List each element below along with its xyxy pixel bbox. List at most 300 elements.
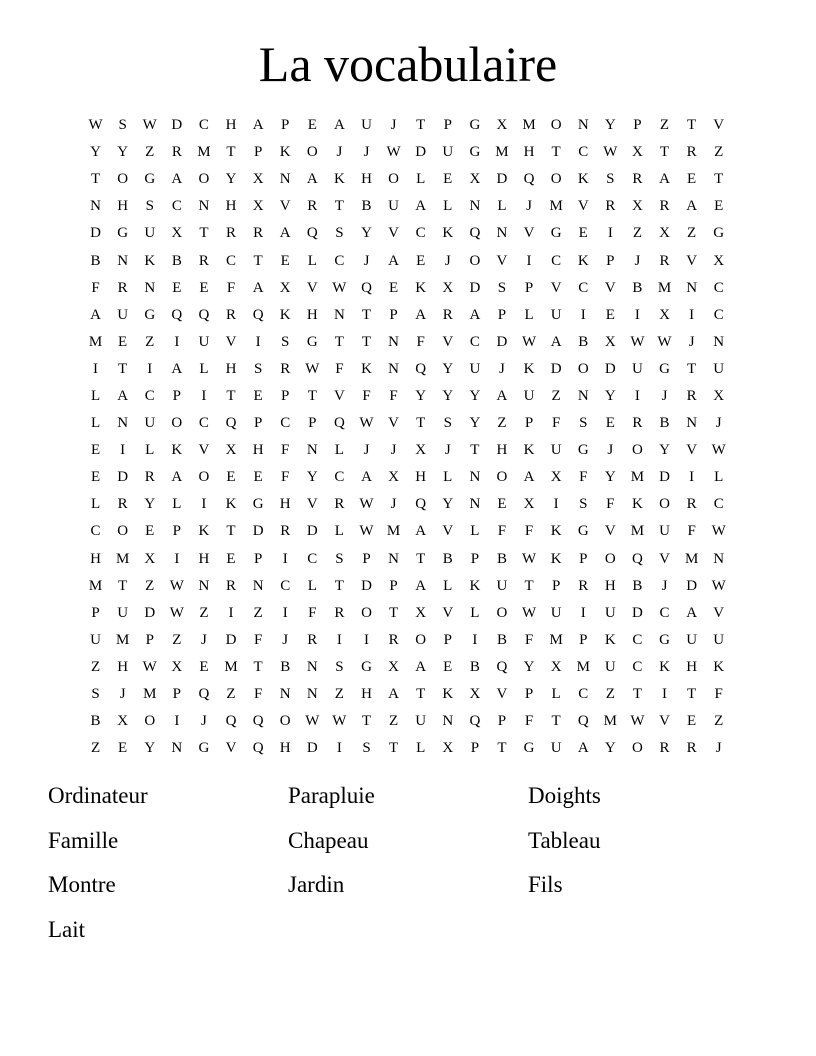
grid-letter: N [171, 740, 183, 757]
word-list-item: Famille [48, 827, 119, 853]
grid-letter: T [334, 333, 344, 350]
grid-letter: A [252, 279, 264, 296]
grid-row [82, 681, 732, 708]
grid-letter: Y [523, 658, 535, 675]
grid-letter: E [90, 442, 101, 459]
grid-letter: E [687, 713, 697, 730]
grid-letter: P [253, 550, 263, 567]
grid-letter: R [226, 306, 237, 323]
grid-letter: R [117, 279, 128, 296]
grid-letter: T [118, 360, 128, 377]
grid-letter: C [578, 686, 589, 703]
grid-letter: Q [415, 360, 427, 377]
grid-letter: W [169, 577, 184, 594]
grid-letter: V [577, 198, 589, 215]
grid-letter: M [657, 279, 672, 296]
grid-letter: D [306, 523, 318, 540]
grid-letter: T [524, 577, 534, 594]
grid-letter: O [306, 144, 318, 161]
grid-letter: K [415, 279, 427, 296]
grid-letter: I [174, 550, 180, 567]
grid-letter: W [711, 577, 726, 594]
grid-letter: F [687, 523, 696, 540]
grid-letter: W [657, 333, 672, 350]
grid-letter: A [279, 225, 291, 242]
grid-letter: O [388, 171, 399, 188]
grid-letter: Q [306, 225, 318, 242]
grid-letter: W [711, 523, 726, 540]
grid-letter: X [632, 198, 643, 215]
grid-letter: U [523, 387, 535, 404]
grid-letter: J [715, 415, 722, 432]
grid-letter: E [714, 198, 724, 215]
grid-letter: T [226, 387, 236, 404]
grid-letter: N [117, 252, 129, 269]
grid-letter: K [279, 144, 291, 161]
grid-letter: P [524, 415, 534, 432]
grid-letter: S [362, 740, 371, 757]
grid-letter: Z [90, 740, 101, 757]
grid-letter: S [606, 171, 615, 188]
grid-letter: U [469, 360, 481, 377]
grid-letter: L [90, 415, 101, 432]
grid-letter: D [686, 577, 698, 594]
grid-letter: Z [172, 631, 182, 648]
grid-letter: Y [361, 225, 372, 242]
grid-letter: J [363, 252, 370, 269]
grid-letter: A [388, 686, 399, 703]
grid-letter: I [553, 496, 559, 513]
grid-row [82, 302, 732, 329]
grid-letter: D [90, 225, 101, 242]
grid-letter: G [144, 171, 156, 188]
grid-letter: J [119, 686, 126, 703]
grid-letter: U [713, 360, 725, 377]
grid-letter: V [225, 333, 237, 350]
grid-letter: R [686, 740, 697, 757]
grid-letter: U [632, 360, 643, 377]
grid-letter: P [362, 550, 371, 567]
grid-letter: O [415, 631, 427, 648]
grid-letter: Z [388, 713, 399, 730]
grid-letter: Y [144, 496, 156, 513]
grid-letter: A [523, 469, 535, 486]
grid-letter: I [689, 306, 695, 323]
grid-letter: I [282, 550, 288, 567]
grid-letter: X [659, 306, 670, 323]
grid-letter: Y [225, 171, 237, 188]
grid-letter: T [687, 117, 697, 134]
grid-letter: X [713, 252, 725, 269]
grid-letter: Y [144, 740, 156, 757]
grid-letter: C [551, 252, 562, 269]
grid-letter: B [442, 550, 453, 567]
grid-letter: I [336, 740, 342, 757]
grid-letter: I [282, 604, 288, 621]
grid-letter: T [714, 171, 724, 188]
grid-letter: D [225, 631, 237, 648]
grid-letter: H [225, 360, 237, 377]
grid-letter: O [117, 171, 129, 188]
grid-letter: H [279, 496, 291, 513]
grid-letter: C [307, 550, 318, 567]
grid-row [82, 356, 732, 383]
grid-letter: C [632, 631, 643, 648]
grid-letter: C [171, 198, 182, 215]
grid-letter: W [88, 117, 103, 134]
grid-letter: Q [225, 415, 237, 432]
grid-letter: X [442, 740, 454, 757]
grid-letter: R [117, 496, 128, 513]
grid-letter: S [497, 279, 507, 296]
grid-letter: G [659, 631, 670, 648]
grid-letter: S [335, 550, 344, 567]
grid-letter: T [416, 117, 426, 134]
grid-letter: P [281, 387, 290, 404]
grid-letter: R [226, 225, 237, 242]
grid-letter: L [90, 387, 101, 404]
grid-letter: I [174, 713, 180, 730]
grid-row [82, 410, 732, 437]
grid-letter: N [713, 550, 725, 567]
grid-letter: T [551, 144, 561, 161]
grid-letter: T [470, 442, 480, 459]
grid-letter: L [90, 496, 101, 513]
grid-letter: B [496, 550, 507, 567]
grid-letter: J [444, 252, 451, 269]
grid-letter: C [226, 252, 237, 269]
grid-letter: I [607, 225, 613, 242]
grid-letter: M [549, 198, 563, 215]
grid-letter: Y [469, 415, 481, 432]
grid-letter: W [603, 144, 618, 161]
grid-letter: K [333, 171, 345, 188]
word-list-item: Doights [528, 783, 601, 808]
grid-letter: S [443, 415, 452, 432]
grid-letter: H [279, 740, 291, 757]
grid-letter: H [117, 658, 129, 675]
grid-letter: E [226, 469, 236, 486]
grid-letter: E [172, 279, 182, 296]
grid-letter: K [279, 306, 291, 323]
grid-letter: H [252, 442, 264, 459]
grid-letter: T [551, 713, 561, 730]
grid-letter: I [363, 631, 369, 648]
grid-letter: Y [604, 387, 616, 404]
grid-letter: X [117, 713, 129, 730]
grid-row [82, 518, 732, 545]
word-list-item: Fils [528, 872, 563, 897]
grid-letter: L [470, 604, 480, 621]
grid-letter: L [145, 442, 155, 459]
grid-letter: H [117, 198, 129, 215]
grid-letter: Q [469, 225, 481, 242]
grid-letter: C [198, 415, 209, 432]
grid-letter: U [604, 658, 616, 675]
grid-letter: V [442, 604, 454, 621]
grid-letter: J [688, 333, 695, 350]
grid-letter: E [118, 333, 128, 350]
grid-letter: Z [145, 144, 155, 161]
grid-letter: T [307, 387, 317, 404]
grid-letter: V [388, 225, 399, 242]
grid-letter: K [144, 252, 156, 269]
grid-letter: G [523, 740, 535, 757]
grid-letter: A [388, 252, 399, 269]
grid-letter: E [118, 740, 128, 757]
grid-letter: L [470, 523, 480, 540]
grid-letter: F [416, 333, 425, 350]
grid-letter: M [115, 550, 130, 567]
grid-letter: I [255, 333, 261, 350]
grid-letter: X [225, 442, 237, 459]
grid-letter: C [90, 523, 101, 540]
grid-letter: J [390, 496, 397, 513]
grid-letter: V [686, 252, 698, 269]
grid-letter: T [388, 604, 399, 621]
grid-letter: L [551, 686, 561, 703]
grid-letter: Q [523, 171, 535, 188]
grid-letter: S [335, 225, 344, 242]
grid-letter: L [416, 171, 426, 188]
grid-letter: B [90, 713, 101, 730]
grid-letter: S [579, 496, 588, 513]
grid-letter: D [550, 360, 562, 377]
grid-letter: Y [306, 469, 318, 486]
grid-letter: G [659, 360, 670, 377]
grid-letter: Q [171, 306, 183, 323]
grid-letter: A [90, 306, 101, 323]
grid-letter: N [117, 415, 129, 432]
grid-letter: O [361, 604, 372, 621]
grid-letter: G [469, 117, 481, 134]
grid-letter: J [390, 442, 397, 459]
grid-letter: A [333, 117, 345, 134]
grid-letter: U [388, 198, 399, 215]
grid-letter: X [252, 171, 264, 188]
grid-letter: C [198, 117, 209, 134]
grid-letter: M [88, 577, 103, 594]
grid-letter: T [497, 740, 507, 757]
grid-letter: F [253, 686, 263, 703]
grid-letter: G [117, 225, 129, 242]
grid-letter: W [332, 713, 347, 730]
grid-letter: R [686, 387, 697, 404]
grid-letter: P [172, 686, 181, 703]
grid-letter: E [416, 252, 426, 269]
grid-letter: H [361, 171, 372, 188]
grid-letter: F [226, 279, 236, 296]
grid-letter: I [580, 306, 586, 323]
grid-letter: W [142, 658, 157, 675]
grid-letter: C [578, 279, 589, 296]
grid-letter: H [496, 442, 508, 459]
grid-letter: R [280, 360, 291, 377]
grid-letter: X [604, 333, 616, 350]
grid-letter: S [579, 415, 588, 432]
grid-letter: G [252, 496, 264, 513]
grid-letter: E [443, 171, 453, 188]
grid-letter: Z [253, 604, 263, 621]
grid-letter: L [497, 198, 507, 215]
grid-letter: O [604, 550, 616, 567]
grid-letter: U [117, 604, 129, 621]
grid-letter: Z [334, 686, 344, 703]
grid-letter: N [388, 360, 399, 377]
grid-letter: C [578, 144, 589, 161]
grid-letter: O [469, 252, 481, 269]
grid-letter: W [332, 279, 347, 296]
grid-letter: L [443, 469, 453, 486]
grid-letter: I [580, 604, 586, 621]
grid-letter: P [470, 550, 480, 567]
grid-letter: J [390, 117, 397, 134]
grid-letter: A [415, 577, 427, 594]
grid-letter: C [632, 658, 643, 675]
grid-letter: X [469, 686, 481, 703]
grid-letter: C [144, 387, 155, 404]
grid-letter: U [550, 306, 562, 323]
grid-letter: M [522, 117, 536, 134]
grid-letter: R [198, 252, 209, 269]
grid-letter: W [305, 360, 320, 377]
grid-letter: I [228, 604, 234, 621]
grid-letter: V [523, 225, 535, 242]
grid-letter: A [117, 387, 129, 404]
grid-letter: G [469, 144, 481, 161]
grid-letter: F [281, 469, 290, 486]
grid-letter: Y [442, 387, 454, 404]
grid-letter: F [335, 360, 344, 377]
grid-letter: C [280, 415, 291, 432]
word-list-item: Jardin [288, 872, 345, 897]
grid-letter: C [334, 469, 345, 486]
grid-row [82, 735, 732, 762]
grid-row [82, 546, 732, 573]
grid-letter: K [713, 658, 725, 675]
grid-letter: D [171, 117, 183, 134]
grid-row [82, 383, 732, 410]
grid-letter: T [659, 144, 670, 161]
grid-letter: O [496, 604, 508, 621]
grid-letter: Q [252, 306, 264, 323]
grid-letter: T [253, 658, 263, 675]
grid-letter: K [442, 686, 454, 703]
grid-letter: V [550, 279, 562, 296]
grid-letter: A [659, 171, 670, 188]
grid-letter: T [361, 713, 372, 730]
grid-letter: T [416, 550, 426, 567]
grid-letter: X [550, 658, 562, 675]
grid-letter: U [442, 144, 454, 161]
grid-letter: R [605, 198, 616, 215]
grid-letter: V [306, 496, 318, 513]
grid-letter: N [577, 117, 589, 134]
grid-letter: J [526, 198, 532, 215]
grid-letter: N [686, 279, 698, 296]
grid-letter: J [661, 387, 668, 404]
grid-letter: O [550, 171, 562, 188]
grid-letter: R [686, 144, 697, 161]
grid-letter: A [252, 117, 264, 134]
grid-letter: T [361, 333, 372, 350]
grid-row [82, 491, 732, 518]
grid-letter: F [497, 523, 507, 540]
grid-letter: Q [496, 658, 508, 675]
grid-letter: F [579, 469, 588, 486]
grid-letter: S [145, 198, 154, 215]
grid-letter: J [201, 631, 207, 648]
grid-letter: J [201, 713, 207, 730]
grid-row [82, 654, 732, 681]
grid-letter: U [90, 631, 101, 648]
grid-letter: Z [632, 225, 642, 242]
grid-letter: A [577, 740, 589, 757]
grid-row [82, 627, 732, 654]
grid-letter: X [713, 387, 725, 404]
grid-letter: A [361, 469, 372, 486]
grid-letter: K [632, 496, 643, 513]
grid-letter: T [334, 577, 344, 594]
grid-letter: U [144, 225, 156, 242]
grid-letter: Y [604, 117, 616, 134]
grid-letter: U [144, 415, 156, 432]
grid-letter: M [630, 469, 645, 486]
grid-letter: P [579, 550, 588, 567]
grid-letter: H [225, 117, 237, 134]
grid-letter: D [306, 740, 318, 757]
grid-letter: A [171, 360, 183, 377]
grid-letter: A [469, 306, 481, 323]
grid-letter: X [415, 442, 427, 459]
grid-letter: U [604, 604, 616, 621]
grid-letter: I [689, 469, 695, 486]
grid-letter: K [171, 442, 183, 459]
grid-letter: R [334, 604, 345, 621]
grid-letter: T [687, 360, 697, 377]
grid-letter: M [630, 523, 645, 540]
grid-letter: H [361, 686, 372, 703]
grid-letter: U [550, 740, 562, 757]
grid-row [82, 112, 732, 139]
grid-letter: K [523, 442, 535, 459]
grid-row [82, 329, 732, 356]
grid-letter: B [578, 333, 589, 350]
grid-letter: G [361, 658, 372, 675]
grid-letter: T [334, 198, 344, 215]
grid-letter: F [308, 604, 317, 621]
grid-letter: K [361, 360, 372, 377]
grid-letter: S [118, 117, 127, 134]
grid-letter: K [604, 631, 616, 648]
grid-letter: P [443, 117, 452, 134]
grid-letter: M [115, 631, 130, 648]
grid-letter: X [171, 225, 183, 242]
grid-letter: Z [145, 577, 155, 594]
grid-letter: A [171, 469, 183, 486]
grid-letter: X [388, 469, 399, 486]
grid-letter: P [606, 252, 615, 269]
grid-letter: F [253, 631, 263, 648]
grid-letter: O [117, 523, 129, 540]
grid-letter: E [605, 306, 615, 323]
grid-letter: U [415, 713, 427, 730]
grid-letter: R [388, 631, 399, 648]
grid-letter: V [659, 550, 670, 567]
grid-letter: L [307, 577, 317, 594]
grid-letter: I [147, 360, 153, 377]
grid-letter: R [659, 198, 670, 215]
